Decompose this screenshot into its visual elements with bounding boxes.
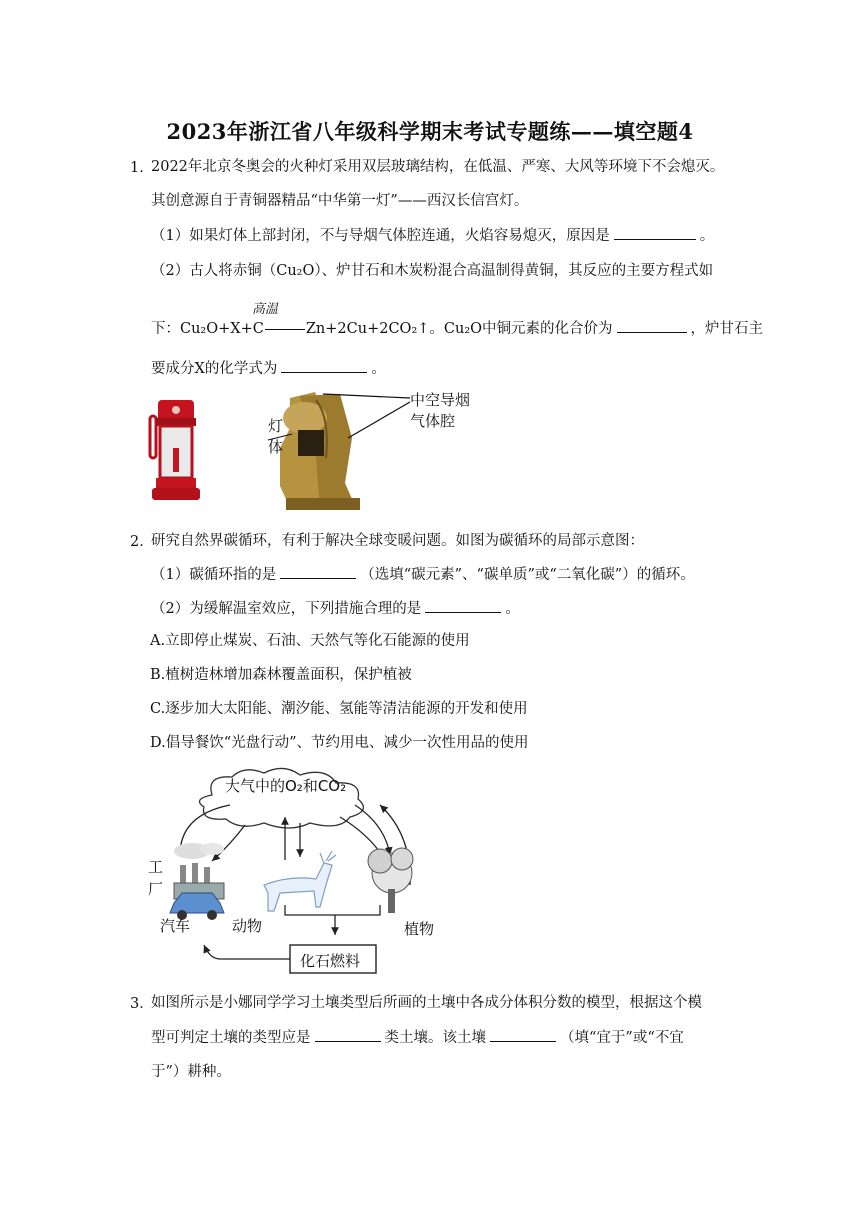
- factory-car-image: [170, 843, 224, 920]
- factory-label-b: 厂: [148, 880, 164, 898]
- q3-suitability-blank[interactable]: [490, 1027, 556, 1042]
- q2-number: 2．: [130, 534, 154, 550]
- reaction-arrow: [265, 329, 305, 330]
- q1-part2-line3: [151, 358, 741, 380]
- lamp-body-label-b: 体: [268, 438, 284, 456]
- carbon-cycle-diagram: [140, 765, 440, 980]
- q2-option-a[interactable]: A.立即停止煤炭、石油、天然气等化石能源的使用: [150, 633, 470, 649]
- fossil-fuel-label: 化石燃料: [300, 952, 361, 970]
- page-title: 2023年浙江省八年级科学期末考试专题练——填空题4: [166, 119, 694, 144]
- animal-deer-image: [264, 851, 336, 911]
- plant-label: 植物: [404, 920, 435, 938]
- q1-formula-end: 。: [371, 361, 386, 377]
- q2-option-b[interactable]: B.植树造林增加森林覆盖面积，保护植被: [150, 667, 412, 683]
- q1-number: 1．: [130, 160, 154, 176]
- q1-equation-left: 下：Cu₂O+X+C: [151, 321, 264, 337]
- q2-option-c[interactable]: C.逐步加大太阳能、潮汐能、氢能等清洁能源的开发和使用: [150, 701, 528, 717]
- q1-part1-text: （1）如果灯体上部封闭，不与导烟气体腔连通，火焰容易熄灭，原因是: [151, 228, 610, 244]
- q2-part1-blank[interactable]: [280, 564, 356, 579]
- q1-line1: 2022年北京冬奥会的火种灯采用双层玻璃结构，在低温、严寒、大风等环境下不会熄灭。: [151, 159, 725, 175]
- q3-line2-end: （填“宜于”或“不宜: [560, 1030, 684, 1046]
- q2-part2-blank[interactable]: [425, 598, 501, 613]
- q3-line2: [151, 1027, 741, 1049]
- q1-equation-line: [151, 318, 764, 340]
- lamp-body-label-a: 灯: [268, 417, 284, 435]
- q2-part2-text: （2）为缓解温室效应，下列措施合理的是: [151, 601, 422, 617]
- q1-line2: 其创意源自于青铜器精品“中华第一灯”——西汉长信宫灯。: [151, 193, 529, 209]
- q2-part1: [151, 564, 741, 586]
- cavity-label-line1: 中空导烟: [410, 391, 471, 409]
- cavity-label-line2: 气体腔: [410, 412, 456, 430]
- q2-line1: 研究自然界碳循环，有利于解决全球变暖问题。如图为碳循环的局部示意图：: [151, 533, 644, 549]
- q3-line2-text: 型可判定土壤的类型应是: [151, 1030, 311, 1046]
- cavity-pointer-2: [348, 402, 410, 438]
- q3-number: 3．: [130, 996, 154, 1012]
- q2-part2: [151, 598, 741, 620]
- q1-valence-blank[interactable]: [617, 318, 687, 333]
- q1-formula-blank[interactable]: [281, 358, 367, 373]
- lamp-body-label: [268, 416, 283, 458]
- animal-label: 动物: [232, 917, 263, 935]
- q1-formula-text: 要成分X的化学式为: [151, 361, 278, 377]
- q2-part1-options: （选填“碳元素”、“碳单质”或“二氧化碳”）的循环。: [360, 567, 695, 583]
- q2-part2-end: 。: [505, 601, 520, 617]
- factory-label: [148, 856, 163, 900]
- q1-equation-right: Zn+2Cu+2CO₂↑。Cu₂O中铜元素的化合价为: [305, 321, 613, 337]
- q1-equation-tail: ，炉甘石主: [690, 321, 764, 337]
- q1-part1-blank[interactable]: [614, 225, 696, 240]
- q3-line2-mid: 类土壤。该土壤: [384, 1030, 486, 1046]
- torch-lamp-image: [150, 400, 200, 500]
- q2-option-d[interactable]: D.倡导餐饮“光盘行动”、节约用电、减少一次性用品的使用: [150, 735, 529, 751]
- q1-reaction-condition: 高温: [252, 302, 279, 317]
- q1-part1: [151, 225, 741, 247]
- q3-line1: 如图所示是小娜同学学习土壤类型后所画的土壤中各成分体积分数的模型，根据这个模: [151, 995, 702, 1011]
- q3-line3: 于”）耕种。: [151, 1064, 231, 1080]
- q2-part1-text: （1）碳循环指的是: [151, 567, 277, 583]
- q1-part2-line1: （2）古人将赤铜（Cu₂O）、炉甘石和木炭粉混合高温制得黄铜，其反应的主要方程式如: [151, 263, 714, 279]
- cavity-label: [410, 390, 470, 432]
- car-label: 汽车: [160, 917, 191, 935]
- palace-lamp-image: [280, 392, 360, 510]
- cloud-label: 大气中的O₂和CO₂: [225, 777, 347, 795]
- factory-label-a: 工: [148, 858, 164, 876]
- q3-soil-type-blank[interactable]: [315, 1027, 381, 1042]
- plant-tree-image: [368, 848, 413, 913]
- q1-part1-end: 。: [699, 228, 715, 244]
